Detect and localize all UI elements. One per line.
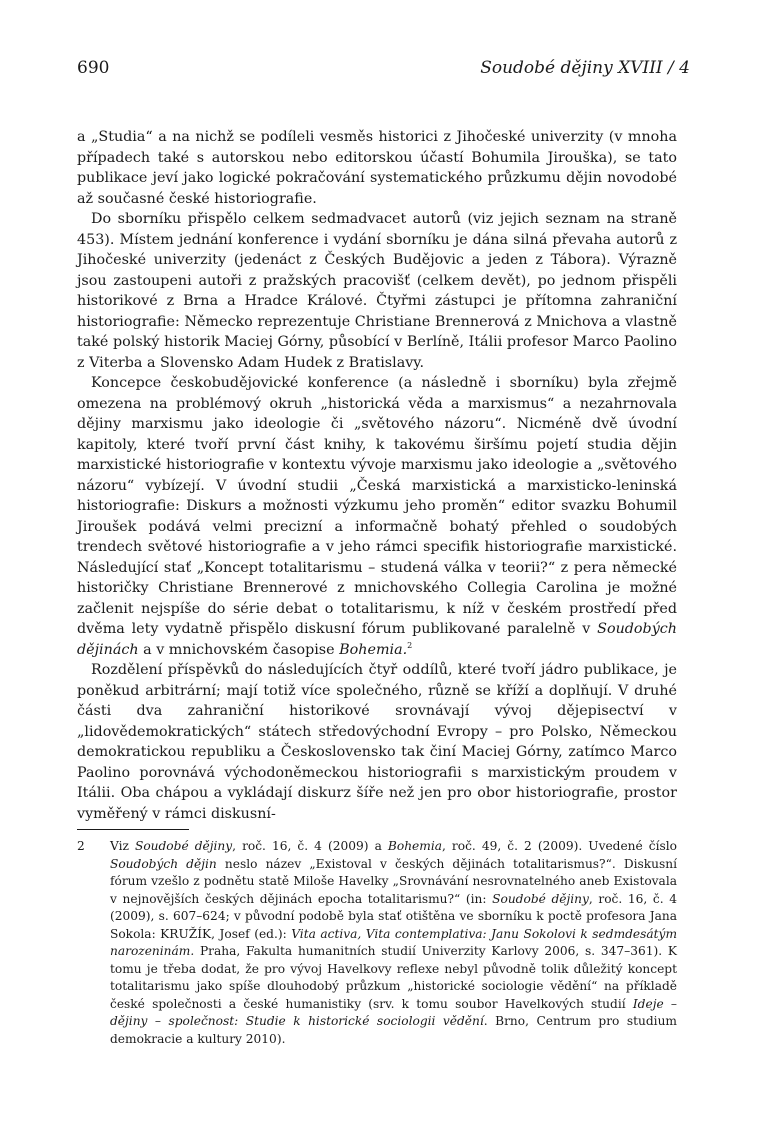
paragraph-text: Koncepce českobudějovické konference (a následně i sborníku) byla zřejmě omezena na problémový okruh „historická věda a marxismus“ a nezahrnovala dějiny marxismu jako ideologie či „světového názoru“. Nicméně dvě úvodní kapitoly, které tvoří první část knihy, k takovému širšímu pojetí studia dějin marxistické historiografie v kontextu vývoje marxismu jako ideologie a „světového názoru“ vybízejí. V úvodní studii „Česká marxistická a marxisticko-leninská historiografie: Diskurs a možnosti výzkumu jeho proměn“ editor svazku Bohumil Jiroušek podává velmi precizní a informačně bohatý přehled o soudobých trendech světové historiografie a v jeho rámci specifik historiografie marxistické. Následující stať „Koncept totalitarismu – studená válka v teorii?“ z pera německé historičky Christiane Brennerové z mnichovského Collegia Carolina je možné začlenit nejspíše do série debat o totalitarismu, k níž v českém prostředí před dvěma lety vydatně přispělo diskusní fórum publikované paralelně v <box>77 375 677 637</box>
footnote-text: , roč. 49, č. 2 (2009). Uvedené číslo <box>441 839 678 853</box>
footnote-italic: Soudobé dějiny <box>492 891 589 906</box>
page-header <box>77 58 690 82</box>
footnote-italic: Soudobé dějiny <box>134 839 233 853</box>
footnote-text: , roč. 16, č. 4 (2009), s. 607–624; v původní podobě byla stať otištěna ve sborníku k poctě profesora Jana Sokola: KRUŽÍK, Josef (ed.): <box>110 891 677 941</box>
paragraph <box>77 660 677 824</box>
footnote-divider <box>77 829 189 830</box>
footnote-text: Viz <box>110 839 135 853</box>
paragraph-text: Do sborníku přispělo celkem sedmadvacet autorů (viz jejich seznam na straně 453). Místem jednání konference i vydání sborníku je dána silná převaha autorů z Jihočeské univerzity (jedenáct z Českých Budějovic a jeden z Tábora). Výrazně jsou zastoupeni autoři z pražských pracovišť (celkem devět), po jednom přispěli historikové z Brna a Hradce Králové. Čtyřmi zástupci je přítomna zahraniční historiografie: Německo reprezentuje Christiane Brennerová z Mnichova a vlastně také polský historik Maciej Górny, působící v Berlíně, Itálii profesor Marco Paolino z Viterba a Slovensko Adam Hudek z Bratislavy. <box>77 211 677 371</box>
footnote-text: Praha, Fakulta humanitních studií Univerzity Karlovy 2006, s. 347–361). K tomu je třeba dodat, že pro vývoj Havelkovy reflexe nebyl původně tolik důležitý koncept totalitarismu jako spíše dlouhodobý průzkum „historické sociologie vědění“ na příkladě české společnosti a české humanistiky (srv. k tomu soubor Havelkových studií <box>110 944 677 1011</box>
footnotes <box>77 838 677 1048</box>
footnote-text: , roč. 16, č. 4 (2009) a <box>232 839 388 853</box>
footnote-text: . Brno, Centrum pro studium demokracie a kultury 2010). <box>110 1014 677 1046</box>
paragraph-text: a v mnichovském časopise <box>138 641 340 658</box>
running-title: Soudobé dějiny XVIII / 4 <box>480 58 690 78</box>
paragraph-text: Rozdělení příspěvků do následujících čtyř oddílů, které tvoří jádro publikace, je poněkud arbitrární; mají totiž více společného, různě se kříží a doplňují. V druhé části dva zahraniční historikové srovnávají vývoj dějepisectví v „lidovědemokratických“ státech středovýchodní Evropy – pro Polsko, Německou demokratickou republiku a Československo tak činí Maciej Górny, zatímco Marco Paolino porovnává východoněmeckou historiografii s marxistickým proudem v Itálii. Oba chápou a vykládají diskurz šíře než jen pro obor historiografie, prostor vyměřený v rámci diskusní- <box>77 662 677 822</box>
paragraph-text: a „Studia“ a na nichž se podíleli vesměs historici z Jihočeské univerzity (v mnoha případech také s autorskou nebo editorskou účastí Bohumila Jirouška), se tato publikace jeví jako logické pokračování systematického průzkumu dějin novodobé až současné české historiografie. <box>77 129 677 207</box>
paragraph <box>77 127 677 209</box>
page-number: 690 <box>77 58 110 78</box>
journal-title: Bohemia. <box>339 641 408 658</box>
footnote-reference[interactable]: 2 <box>407 640 413 650</box>
paragraph <box>77 373 677 660</box>
paragraph <box>77 209 677 373</box>
footnote-italic: Bohemia <box>387 839 442 853</box>
footnote-italic: Soudobých dějin <box>110 856 217 871</box>
footnote-italic: Ideje – dějiny – společnost: Studie k historické sociologii vědění <box>110 996 677 1028</box>
footnote-italic: Vita activa, Vita contemplativa: Janu Sokolovi k sedmdesátým narozeninám. <box>110 926 678 958</box>
footnote-number: 2 <box>77 839 85 853</box>
footnote-text: neslo název „Existoval v českých dějinách totalitarismus?“. Diskusní fórum vzešlo z podnětu statě Miloše Havelky „Srovnávání nesrovnatelného aneb Existovala v nejnovějších českých dějinách epocha totalitarismu?“ (in: <box>110 856 677 906</box>
footnote <box>77 838 677 1048</box>
body-text <box>77 127 677 824</box>
journal-title: Soudobých dějinách <box>77 621 677 658</box>
